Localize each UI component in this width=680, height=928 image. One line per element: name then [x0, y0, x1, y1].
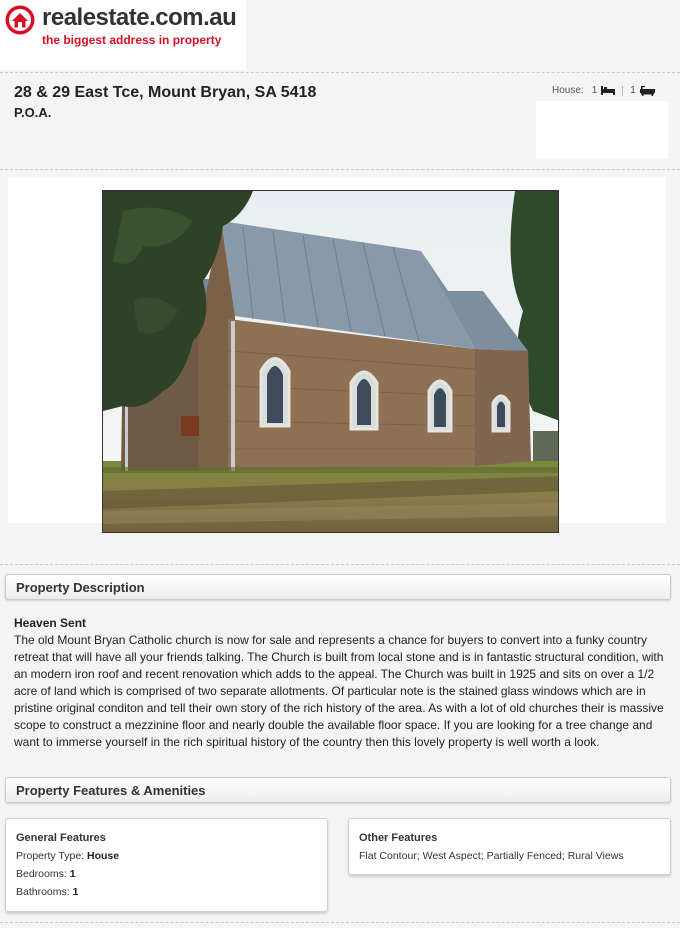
brand-name[interactable]: realestate.com.au	[42, 4, 237, 31]
divider	[0, 72, 680, 73]
house-logo-icon	[5, 5, 35, 35]
other-features-title: Other Features	[359, 832, 438, 844]
bed-icon	[601, 86, 615, 95]
description-section-title: Property Description	[16, 580, 145, 595]
divider	[0, 564, 680, 565]
property-type-label: Property Type:	[16, 850, 85, 862]
room-summary	[552, 85, 655, 96]
property-type-value: House	[87, 850, 120, 862]
property-type-row	[16, 850, 119, 862]
divider	[0, 169, 680, 170]
property-type-label: House:	[552, 85, 584, 96]
property-photo[interactable]	[102, 190, 559, 533]
bedroom-count: 1	[591, 85, 598, 96]
other-features-text: Flat Contour; West Aspect; Partially Fenced; Rural Views	[359, 850, 624, 862]
general-features-card	[5, 818, 328, 912]
general-features-title: General Features	[16, 832, 106, 844]
bedrooms-value: 1	[69, 868, 76, 880]
bathroom-count: 1	[630, 85, 636, 96]
description-section-header	[5, 574, 671, 600]
features-section-title: Property Features & Amenities	[16, 783, 206, 798]
features-section-header	[5, 777, 671, 803]
divider	[0, 922, 680, 923]
listing-address: 28 & 29 East Tce, Mount Bryan, SA 5418	[14, 84, 317, 101]
bedrooms-label: Bedrooms:	[16, 868, 67, 880]
advertiser-logo-box	[536, 101, 668, 159]
room-separator	[622, 86, 623, 96]
description-headline: Heaven Sent	[14, 616, 87, 630]
bathrooms-row	[16, 886, 78, 898]
bedrooms-row	[16, 868, 76, 880]
bathrooms-label: Bathrooms:	[16, 886, 70, 898]
other-features-card	[348, 818, 671, 875]
description-body: The old Mount Bryan Catholic church is now for sale and represents a chance for buyers to convert into a funky country retreat that will have all your friends talking. The Church is built from local stone and is in fantastic structural condition, with an modern iron roof and recent renovation which adds to the appeal. The Church was built in 1925 and sits on over a 1/2 acre of land which is comprised of two separate allotments. Of particular note is the stained glass windows which are in pristine original conditon and tell their own story of the rich history of the area. As with a lot of old churches their is massive scope to construct a mezzinine floor and nearly double the available floor space. If you are looking for a tree change and want to immerse yourself in the rich spiritual history of the country then this lovely property is well worth a look.	[14, 633, 664, 749]
bathrooms-value: 1	[72, 886, 79, 898]
listing-price: P.O.A.	[14, 105, 52, 120]
brand-tagline: the biggest address in property	[42, 33, 222, 47]
header-logo-area	[0, 0, 246, 70]
bath-icon	[640, 86, 655, 96]
